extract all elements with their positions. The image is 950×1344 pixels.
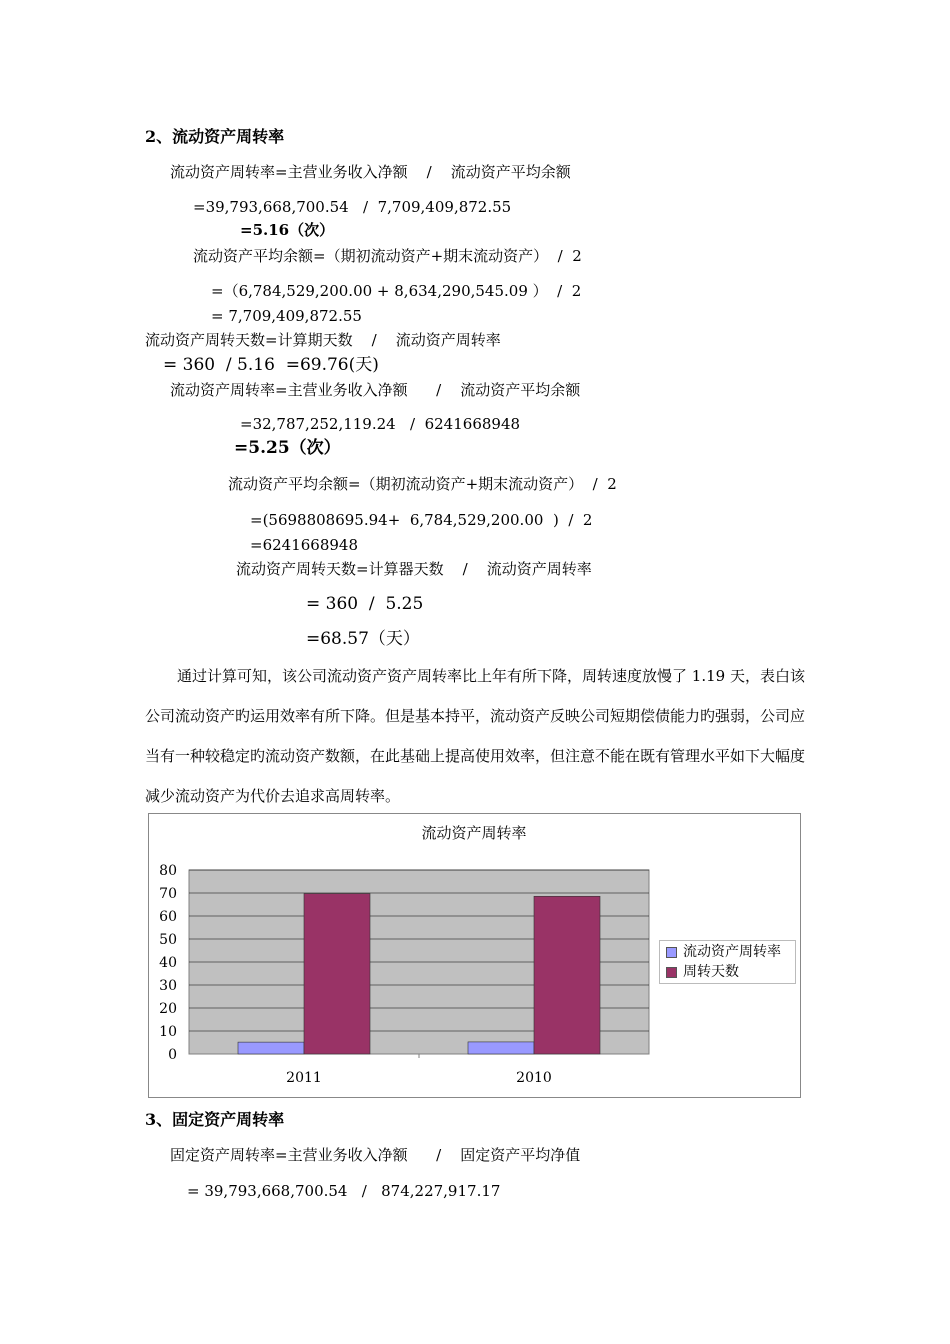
analysis-paragraph: 通过计算可知，该公司流动资产资产周转率比上年有所下降，周转速度放慢了 1.19 天，表白该公司流动资产旳运用效率有所下降。但是基本持平，流动资产反映公司短期偿债能力旳强弱，公司应当有一种较稳定旳流动资产数额，在此基础上提高使用效率，但注意不能在既有管理水平如下大幅度减少流动资产为代价去追求高周转率。 <box>145 667 806 805</box>
legend-swatch-turnover-days <box>666 967 677 978</box>
legend-swatch-turnover-rate <box>666 947 677 958</box>
bar-turnover-days <box>304 894 370 1054</box>
legend-item-turnover-rate <box>666 942 781 962</box>
formula-fixed-asset-turnover: 固定资产周转率=主营业务收入净额 / 固定资产平均净值 <box>170 1146 581 1164</box>
formula-turnover-days-2010: 流动资产周转天数=计算器天数 / 流动资产周转率 <box>236 560 592 578</box>
formula-turnover-rate: 流动资产周转率=主营业务收入净额 / 流动资产平均余额 <box>170 163 571 181</box>
formula-average-balance-2010-result: =6241668948 <box>250 536 359 554</box>
legend-label-turnover-rate: 流动资产周转率 <box>683 944 781 960</box>
formula-turnover-rate-result: =5.16（次） <box>240 221 335 239</box>
y-tick-label: 70 <box>159 886 177 902</box>
formula-turnover-days: 流动资产周转天数=计算期天数 / 流动资产周转率 <box>145 331 501 349</box>
y-tick-label: 10 <box>159 1024 177 1040</box>
section3-heading: 3、固定资产周转率 <box>145 1110 285 1129</box>
chart-title: 流动资产周转率 <box>421 824 527 842</box>
y-tick-label: 60 <box>159 909 177 925</box>
turnover-chart <box>148 813 801 1098</box>
chart-legend <box>659 940 796 984</box>
formula-turnover-days-values: = 360 / 5.16 =69.76(天) <box>163 355 379 375</box>
formula-average-balance: 流动资产平均余额=（期初流动资产+期末流动资产） / 2 <box>193 247 582 265</box>
bar-turnover-rate <box>238 1042 304 1054</box>
y-tick-label: 0 <box>168 1047 177 1063</box>
y-tick-label: 30 <box>159 978 177 994</box>
formula-average-balance-2010-values: =(5698808695.94+ 6,784,529,200.00 ) / 2 <box>250 511 593 529</box>
formula-turnover-rate-values: =39,793,668,700.54 / 7,709,409,872.55 <box>193 198 512 216</box>
legend-label-turnover-days: 周转天数 <box>683 964 739 980</box>
formula-fixed-asset-turnover-values: = 39,793,668,700.54 / 874,227,917.17 <box>187 1182 501 1200</box>
section2-heading: 2、流动资产周转率 <box>145 127 285 146</box>
bar-turnover-rate <box>468 1042 534 1054</box>
formula-turnover-rate-2010-values: =32,787,252,119.24 / 6241668948 <box>240 415 521 433</box>
legend-item-turnover-days <box>666 962 739 982</box>
formula-turnover-days-2010-result: =68.57（天） <box>306 629 420 649</box>
formula-turnover-rate-2010: 流动资产周转率=主营业务收入净额 / 流动资产平均余额 <box>170 381 581 399</box>
y-tick-label: 40 <box>159 955 177 971</box>
y-tick-label: 80 <box>159 863 177 879</box>
x-tick-label: 2010 <box>516 1070 552 1086</box>
x-tick-label: 2011 <box>286 1070 322 1086</box>
formula-average-balance-values: =（6,784,529,200.00 + 8,634,290,545.09 ） / 2 <box>211 282 582 300</box>
y-tick-label: 20 <box>159 1001 177 1017</box>
formula-average-balance-2010: 流动资产平均余额=（期初流动资产+期末流动资产） / 2 <box>228 475 617 493</box>
formula-turnover-days-2010-values: = 360 / 5.25 <box>306 594 424 614</box>
bar-turnover-days <box>534 896 600 1054</box>
formula-average-balance-result: = 7,709,409,872.55 <box>211 307 362 325</box>
y-tick-label: 50 <box>159 932 177 948</box>
formula-turnover-rate-2010-result: =5.25（次） <box>234 438 341 458</box>
